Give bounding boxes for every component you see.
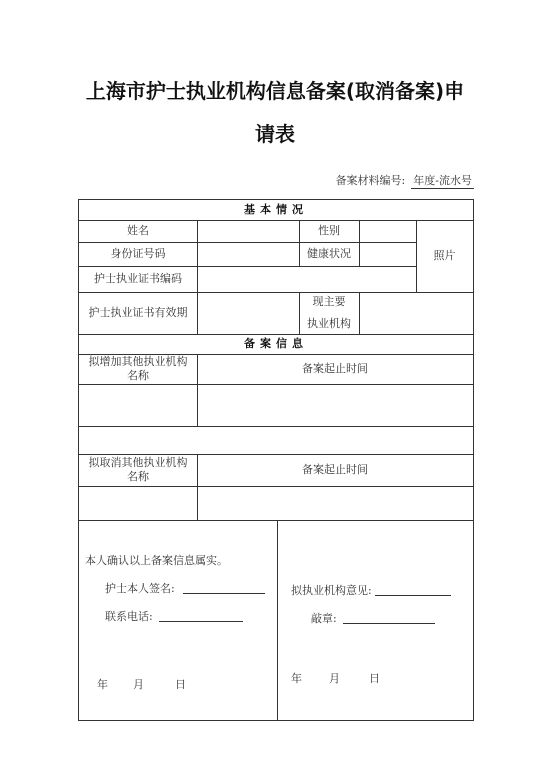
confirm-statement: 本人确认以上备案信息属实。 <box>85 554 228 567</box>
basic-info-header: 基本情况 <box>244 203 308 216</box>
cancel-org-name-field[interactable] <box>79 486 197 520</box>
cancel-period-label: 备案起止时间 <box>302 463 368 476</box>
right-date-year: 年 <box>291 672 302 685</box>
blank-row[interactable] <box>79 426 473 454</box>
health-status-label: 健康状况 <box>307 247 351 260</box>
nurse-signature-label: 护士本人签名: <box>105 582 175 595</box>
form-title-line-1: 上海市护士执业机构信息备案(取消备案)申 <box>85 79 465 103</box>
table-rule <box>277 520 278 720</box>
cancel-period-field[interactable] <box>197 486 473 520</box>
add-period-label: 备案起止时间 <box>302 362 368 375</box>
add-org-label <box>79 354 197 384</box>
cancel-org-label-line-1: 拟取消其他执业机构 <box>88 456 188 469</box>
nurse-signature-line[interactable] <box>183 593 265 594</box>
phone-line[interactable] <box>159 621 243 622</box>
filing-info-header: 备案信息 <box>244 337 308 350</box>
left-date-year: 年 <box>97 678 108 691</box>
cert-number-field[interactable] <box>197 266 416 292</box>
add-org-label-line-2: 名称 <box>127 369 149 382</box>
right-date-day: 日 <box>369 672 380 685</box>
id-number-field[interactable] <box>197 242 299 266</box>
id-number-label: 身份证号码 <box>110 247 166 260</box>
cancel-org-label-line-2: 名称 <box>127 470 149 483</box>
main-org-field[interactable] <box>359 292 473 334</box>
gender-label: 性别 <box>318 224 340 237</box>
table-rule <box>79 520 473 521</box>
photo-box[interactable]: 照片 <box>433 249 456 262</box>
serial-number-value: 年度-流水号 <box>413 174 472 187</box>
name-field[interactable] <box>197 220 299 242</box>
left-date-day: 日 <box>175 678 186 691</box>
main-org-label <box>299 292 359 334</box>
left-date-month: 月 <box>133 678 144 691</box>
seal-label: 敲章: <box>311 612 337 625</box>
serial-number-row <box>336 172 474 189</box>
cert-validity-field[interactable] <box>197 292 299 334</box>
org-opinion-label: 拟执业机构意见: <box>291 584 372 597</box>
health-status-field[interactable] <box>359 242 416 266</box>
application-form-table <box>78 199 474 721</box>
serial-number-label: 备案材料编号: <box>335 174 406 187</box>
org-opinion-line[interactable] <box>375 595 451 596</box>
add-org-name-field[interactable] <box>79 384 197 426</box>
name-label: 姓名 <box>127 224 149 237</box>
phone-label: 联系电话: <box>105 610 153 623</box>
add-period-field[interactable] <box>197 384 473 426</box>
gender-field[interactable] <box>359 220 416 242</box>
cert-number-label: 护士执业证书编码 <box>94 272 182 285</box>
cancel-org-label <box>79 454 197 486</box>
add-org-label-line-1: 拟增加其他执业机构 <box>88 355 188 368</box>
form-title-line-2: 请表 <box>255 122 295 146</box>
main-org-label-line-1: 现主要 <box>312 295 346 308</box>
seal-line[interactable] <box>343 623 435 624</box>
right-date-month: 月 <box>329 672 340 685</box>
main-org-label-line-2: 执业机构 <box>307 317 351 330</box>
cert-validity-label: 护士执业证书有效期 <box>88 306 188 319</box>
